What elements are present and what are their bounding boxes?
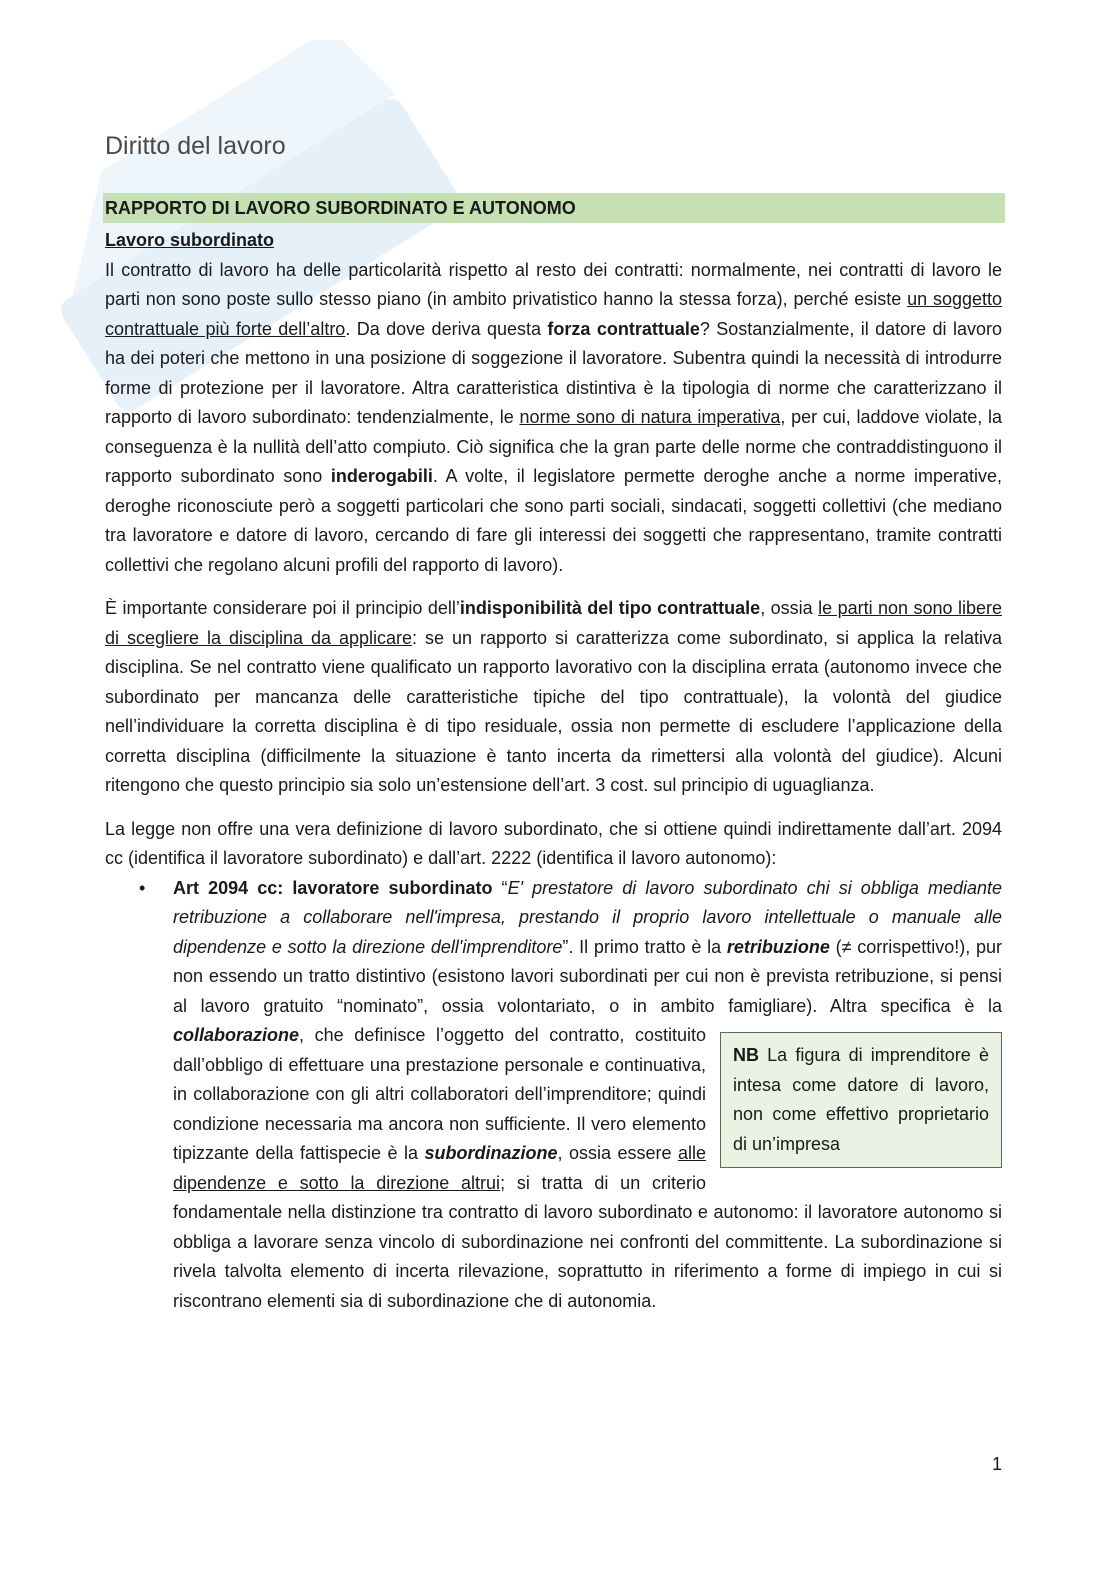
- text-run: , ossia: [760, 598, 819, 618]
- document-title: Diritto del lavoro: [105, 132, 286, 160]
- text-run: La legge non offre una vera definizione di lavoro subordinato, che si ottiene quindi indirettamente dall’art. 2094 cc (identifica il lavoratore subordinato) e dall’art. 2222 (identifica il lavoro autonomo):: [105, 818, 1002, 868]
- text-run: ”. Il primo tratto è la: [562, 936, 727, 957]
- text-run: È importante considerare poi il principio dell’: [105, 598, 460, 618]
- text-run: ; si tratta di un criterio fondamentale nella distinzione tra contratto di lavoro subordinato e autonomo: il lavoratore autonomo si obbliga a lavorare senza vincolo di subordinazione nei confronti del committente. La subordinazione si rivela talvolta elemento di incerta rilevazione, soprattutto in riferimento a forme di impiego in cui si riscontrano elementi sia di subordinazione che di autonomia.: [173, 1172, 1002, 1311]
- page-number: 1: [992, 1454, 1003, 1474]
- bold-italic-term: subordinazione: [424, 1143, 558, 1163]
- bold-term: Art 2094 cc: lavoratore subordinato: [173, 877, 493, 898]
- nb-note-box: [720, 1032, 1002, 1168]
- text-run: , ossia essere: [557, 1143, 678, 1163]
- bold-term: forza contrattuale: [547, 318, 700, 339]
- subheading: Lavoro subordinato: [105, 230, 275, 250]
- underlined-phrase: norme sono di natura imperativa: [519, 407, 781, 427]
- text-run: , che definisce l’oggetto del contratto, costituito dall’obbligo di effettuare una prestazione personale e continuativa, in collaborazione con gli altri collaboratori dell’imprenditore; quindi condizione necessaria ma ancora non sufficiente. Il vero elemento tipizzante della fattispecie è la: [173, 1025, 706, 1163]
- bold-term: inderogabili: [330, 466, 433, 486]
- text-run: . A volte, il legislatore permette deroghe anche a norme imperative, deroghe riconosciute però a soggetti particolari che sono parti sociali, sindacati, soggetti collettivi (che mediano tra lavoratore e datore di lavoro, cercando di fare gli interessi dei soggetti che rappresentano, tramite contratti collettivi che regolano alcuni profili del rapporto di lavoro).: [105, 466, 1002, 575]
- section-heading-text: RAPPORTO DI LAVORO SUBORDINATO E AUTONOMO: [105, 197, 576, 218]
- italic-quote: E' prestatore di lavoro subordinato chi si obbliga mediante retribuzione a collaborare nell'impresa, prestando il proprio lavoro intellettuale o manuale alle dipendenze e sotto la direzione dell'imprenditore: [173, 877, 1003, 957]
- paragraph-2: [105, 594, 1002, 801]
- text-run: “: [492, 877, 508, 898]
- text-run: Il contratto di lavoro ha delle particolarità rispetto al resto dei contratti: normalmente, nei contratti di lavoro le parti non sono poste sullo stesso piano (in ambito privatistico hanno la stessa forza), perché esiste: [105, 259, 1002, 309]
- definition-list: [105, 874, 1002, 1317]
- body-text: [105, 226, 1002, 1316]
- nb-text: La figura di imprenditore è intesa come datore di lavoro, non come effettivo proprietario di un’impresa: [733, 1045, 989, 1154]
- nb-label: NB: [733, 1045, 759, 1065]
- paragraph-3: [105, 815, 1002, 874]
- paragraph-1: [105, 256, 1002, 581]
- section-heading: [103, 193, 1005, 223]
- bold-italic-term: collaborazione: [173, 1025, 300, 1045]
- text-run: ? Sostanzialmente, il datore di lavoro ha dei poteri che mettono in una posizione di soggezione il lavoratore. Subentra quindi la necessità di introdurre forme di protezione per il lavoratore. Altra caratteristica distintiva è la tipologia di norme che caratterizzano il rapporto di lavoro subordinato: tendenzialmente, le: [105, 318, 1002, 427]
- underlined-phrase: un soggetto contrattuale più forte dell’altro: [105, 289, 1002, 339]
- bold-term: indisponibilità del tipo contrattuale: [459, 598, 761, 618]
- list-item-art-2094: [173, 874, 1002, 1317]
- text-run: (≠ corrispettivo!), pur non essendo un tratto distintivo (esistono lavori subordinati per cui non è prevista retribuzione, si pensi al lavoro gratuito “nominato”, ossia volontariato, o in ambito famigliare). Altra specifica è la: [173, 936, 1002, 1016]
- underlined-phrase: alle dipendenze e sotto la direzione altrui: [173, 1143, 706, 1193]
- underlined-phrase: le parti non sono libere di scegliere la disciplina da applicare: [105, 598, 1002, 648]
- text-run: : se un rapporto si caratterizza come subordinato, si applica la relativa disciplina. Se nel contratto viene qualificato un rapporto lavorativo con la disciplina errata (autonomo invece che subordinato per mancanza delle caratteristiche tipiche del tipo contrattuale), la volontà del giudice nell’individuare la corretta disciplina è di tipo residuale, ossia non permette di escludere l’applicazione della corretta disciplina (difficilmente la situazione è tanto incerta da rimettersi alla volontà del giudice). Alcuni ritengono che questo principio sia solo un’estensione dell’art. 3 cost. sul principio di uguaglianza.: [105, 627, 1002, 795]
- text-run: , per cui, laddove violate, la conseguenza è la nullità dell’atto compiuto. Ciò significa che la gran parte delle norme che contraddistinguono il rapporto subordinato sono: [105, 407, 1002, 486]
- bold-italic-term: retribuzione: [726, 936, 830, 957]
- text-run: . Da dove deriva questa: [345, 318, 548, 339]
